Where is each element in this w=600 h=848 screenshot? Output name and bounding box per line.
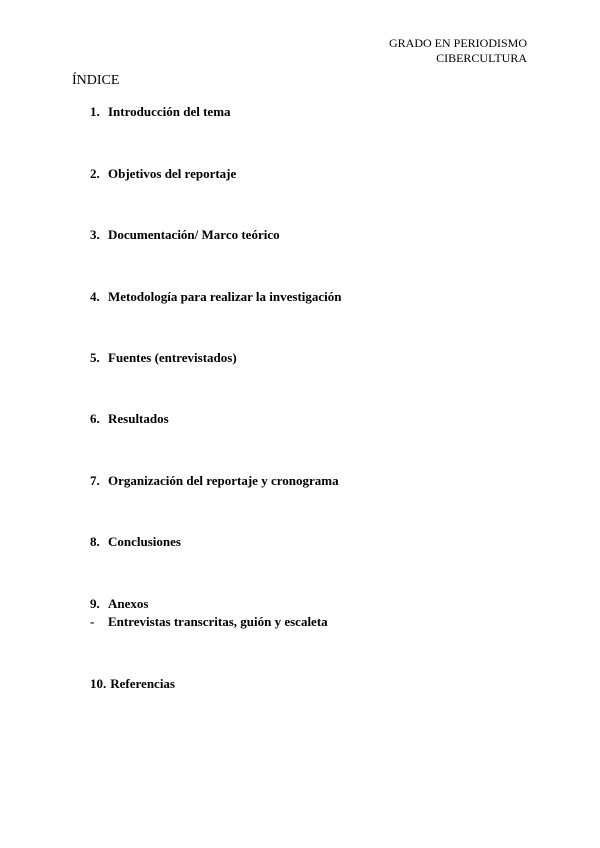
toc-item-number: 4. [90,289,100,304]
toc-item-number: 9. [90,596,100,611]
toc-item-objetivos [90,166,236,182]
toc-item-label: Metodología para realizar la investigación [108,289,342,304]
toc-item-number: 7. [90,473,100,488]
toc-item-introduccion [90,104,231,120]
toc-item-number: 10. [90,676,107,691]
toc-item-metodologia [90,289,342,305]
toc-item-label: Fuentes (entrevistados) [108,350,237,365]
toc-item-label: Anexos [108,596,149,611]
toc-item-resultados [90,411,169,427]
toc-item-label: Referencias [110,676,175,691]
toc-item-referencias [90,676,175,692]
toc-item-documentacion [90,227,280,243]
toc-subitem-entrevistas [90,614,328,630]
toc-item-number: 3. [90,227,100,242]
header-degree: GRADO EN PERIODISMO [388,36,527,50]
toc-subitem-label: Entrevistas transcritas, guión y escaleta [108,614,328,629]
toc-item-anexos [90,596,148,612]
toc-item-number: 6. [90,411,100,426]
document-header [389,36,527,66]
toc-item-organizacion [90,473,339,489]
toc-item-label: Introducción del tema [108,104,231,119]
toc-item-label: Organización del reportaje y cronograma [108,473,339,488]
toc-item-number: 2. [90,166,100,181]
toc-item-number: 1. [90,104,100,119]
toc-item-number: 5. [90,350,100,365]
toc-item-label: Conclusiones [108,534,181,549]
toc-item-conclusiones [90,534,181,550]
toc-item-number: 8. [90,534,100,549]
toc-item-label: Objetivos del reportaje [108,166,237,181]
toc-item-label: Documentación/ Marco teórico [108,227,280,242]
header-course: CIBERCULTURA [436,51,527,65]
toc-item-label: Resultados [108,411,169,426]
toc-item-fuentes [90,350,237,366]
list-dash-marker: - [90,614,95,629]
index-title: ÍNDICE [72,73,120,88]
